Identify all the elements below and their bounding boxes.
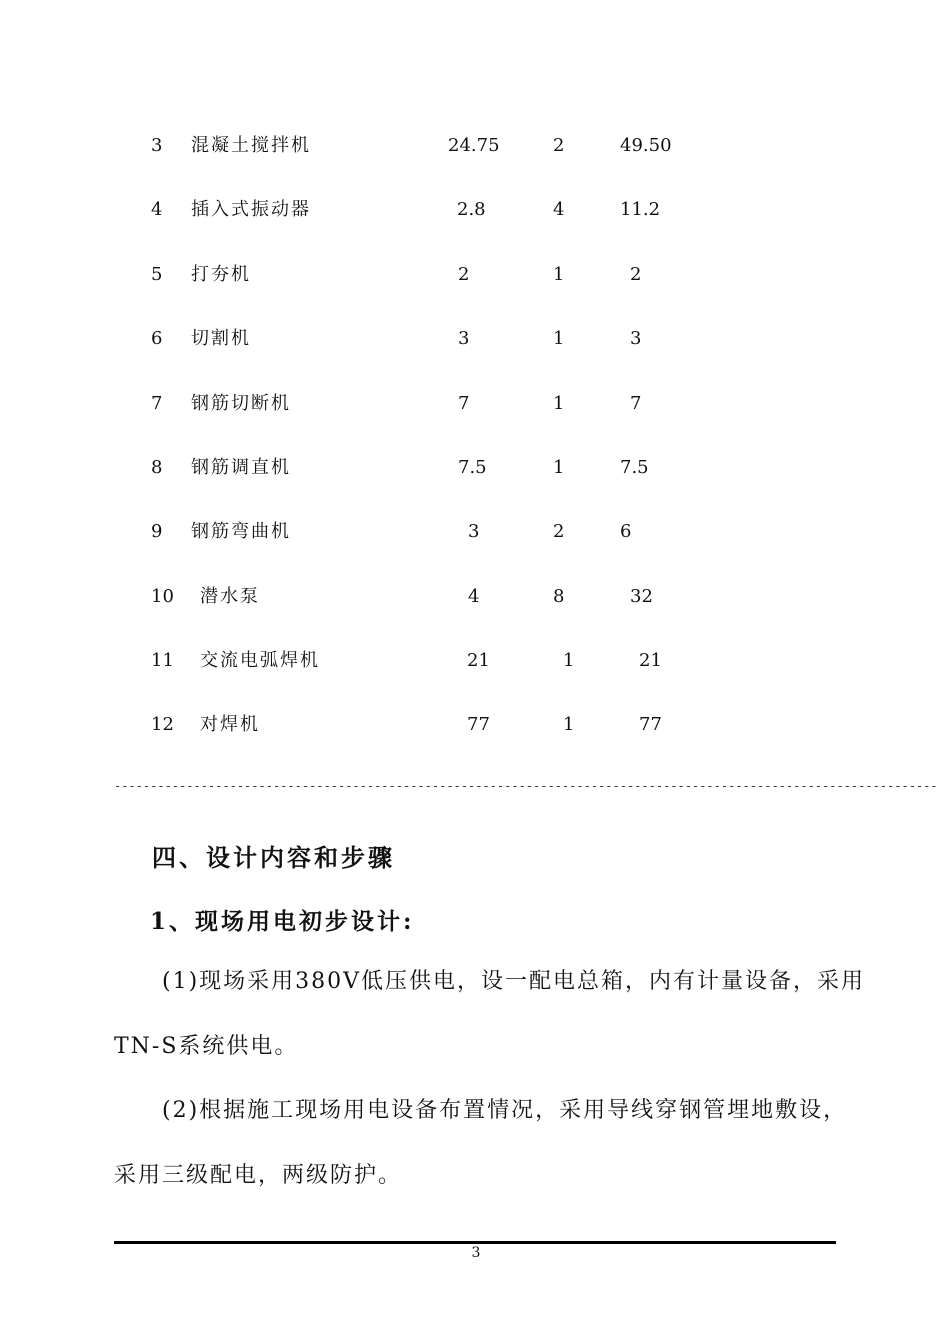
equipment-power: 2 bbox=[458, 264, 470, 285]
equipment-quantity: 1 bbox=[553, 457, 565, 478]
equipment-total: 11.2 bbox=[620, 199, 661, 220]
table-row bbox=[0, 711, 950, 739]
equipment-total: 2 bbox=[630, 264, 642, 285]
row-number: 4 bbox=[151, 199, 163, 220]
equipment-total: 6 bbox=[620, 521, 632, 542]
equipment-total: 7 bbox=[630, 393, 642, 414]
equipment-total: 32 bbox=[630, 586, 653, 607]
row-number: 3 bbox=[151, 135, 163, 156]
paragraph-2-line-1: (2)根据施工现场用电设备布置情况，采用导线穿钢管埋地敷设， bbox=[162, 1098, 848, 1123]
table-row bbox=[0, 647, 950, 675]
equipment-power: 4 bbox=[468, 586, 480, 607]
equipment-name: 对焊机 bbox=[200, 714, 260, 735]
section-heading: 四、设计内容和步骤 bbox=[152, 843, 395, 872]
table-row bbox=[0, 196, 950, 224]
table-row bbox=[0, 454, 950, 482]
equipment-quantity: 4 bbox=[553, 199, 565, 220]
equipment-total: 21 bbox=[639, 650, 662, 671]
subsection-heading: 1、现场用电初步设计: bbox=[150, 908, 415, 935]
paragraph-1-line-2: TN-S系统供电。 bbox=[114, 1034, 299, 1059]
equipment-quantity: 1 bbox=[553, 264, 565, 285]
equipment-name: 切割机 bbox=[191, 328, 251, 349]
equipment-power: 24.75 bbox=[448, 135, 500, 156]
table-row bbox=[0, 325, 950, 353]
equipment-name: 钢筋切断机 bbox=[191, 393, 291, 414]
equipment-name: 交流电弧焊机 bbox=[200, 650, 320, 671]
row-number: 10 bbox=[151, 586, 174, 607]
row-number: 7 bbox=[151, 393, 163, 414]
equipment-name: 钢筋调直机 bbox=[191, 457, 291, 478]
table-row bbox=[0, 583, 950, 611]
equipment-total: 7.5 bbox=[620, 457, 649, 478]
equipment-quantity: 2 bbox=[553, 135, 565, 156]
footer-rule bbox=[114, 1241, 836, 1244]
equipment-power: 77 bbox=[467, 714, 490, 735]
row-number: 6 bbox=[151, 328, 163, 349]
equipment-name: 插入式振动器 bbox=[191, 199, 311, 220]
equipment-total: 3 bbox=[630, 328, 642, 349]
paragraph-1-line-1: (1)现场采用380V低压供电，设一配电总箱，内有计量设备，采用 bbox=[162, 969, 866, 994]
row-number: 12 bbox=[151, 714, 174, 735]
equipment-quantity: 2 bbox=[553, 521, 565, 542]
equipment-power: 3 bbox=[468, 521, 480, 542]
table-row bbox=[0, 390, 950, 418]
equipment-quantity: 8 bbox=[553, 586, 565, 607]
equipment-power: 7 bbox=[458, 393, 470, 414]
equipment-quantity: 1 bbox=[553, 328, 565, 349]
row-number: 9 bbox=[151, 521, 163, 542]
row-number: 5 bbox=[151, 264, 163, 285]
equipment-name: 潜水泵 bbox=[200, 586, 260, 607]
table-row bbox=[0, 518, 950, 546]
dashed-divider: ------------------------------------------------------------------------------------------------------------------ bbox=[114, 779, 938, 793]
equipment-name: 打夯机 bbox=[191, 264, 251, 285]
equipment-total: 49.50 bbox=[620, 135, 672, 156]
table-row bbox=[0, 261, 950, 289]
equipment-power: 2.8 bbox=[457, 199, 486, 220]
row-number: 8 bbox=[151, 457, 163, 478]
equipment-total: 77 bbox=[639, 714, 662, 735]
equipment-quantity: 1 bbox=[563, 714, 575, 735]
equipment-power: 21 bbox=[467, 650, 490, 671]
table-row bbox=[0, 132, 950, 160]
row-number: 11 bbox=[151, 650, 174, 671]
equipment-name: 钢筋弯曲机 bbox=[191, 521, 291, 542]
equipment-name: 混凝土搅拌机 bbox=[191, 135, 311, 156]
equipment-quantity: 1 bbox=[553, 393, 565, 414]
equipment-quantity: 1 bbox=[563, 650, 575, 671]
equipment-power: 7.5 bbox=[458, 457, 487, 478]
equipment-power: 3 bbox=[458, 328, 470, 349]
paragraph-2-line-2: 采用三级配电，两级防护。 bbox=[114, 1163, 403, 1188]
page-number: 3 bbox=[471, 1245, 481, 1261]
